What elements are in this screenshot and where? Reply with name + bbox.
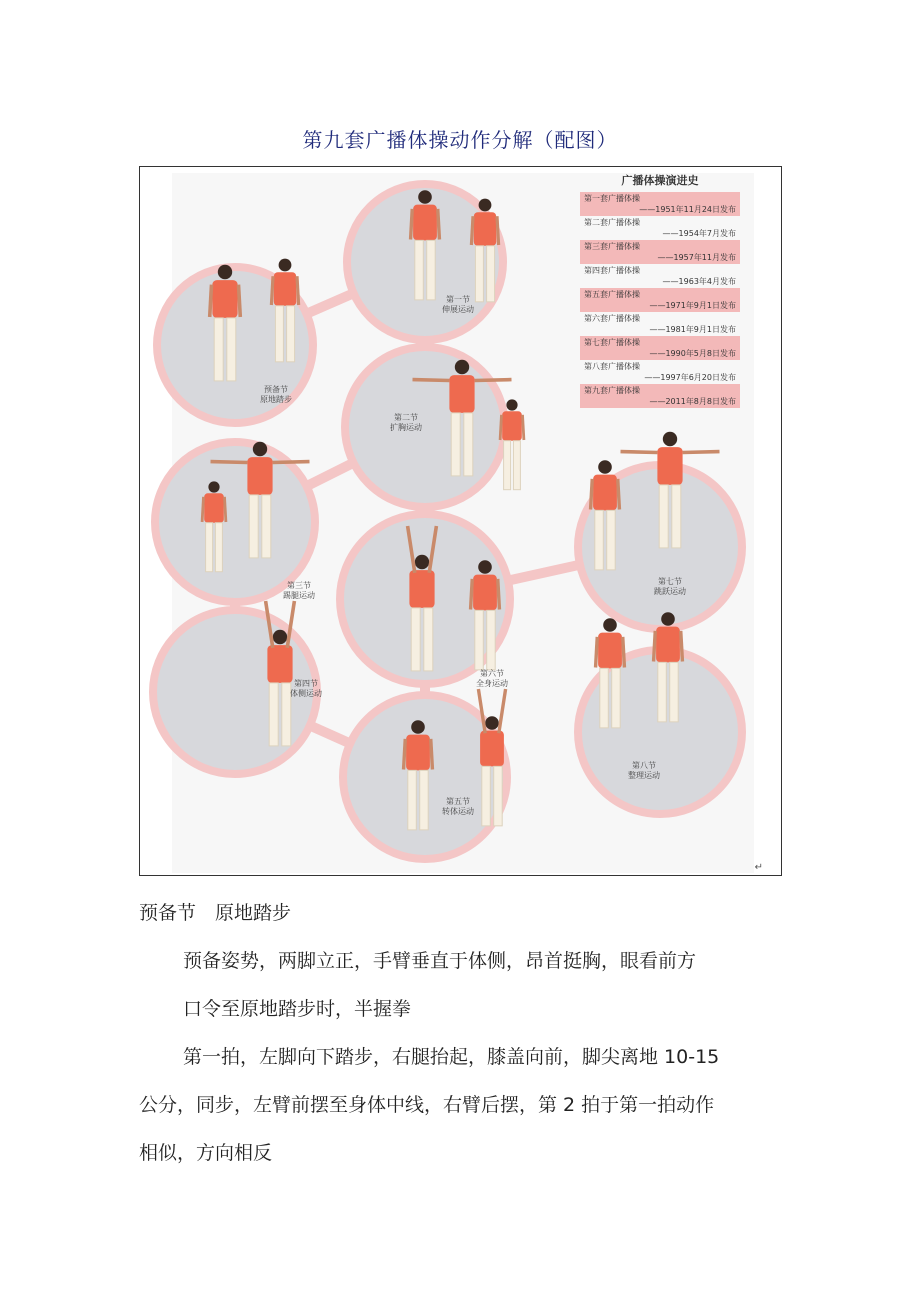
figure-head (415, 555, 429, 569)
history-list (580, 192, 740, 408)
history-item-name: 第五套广播体操 (584, 290, 640, 299)
figure-arm (475, 380, 512, 381)
figure-shirt (413, 205, 437, 241)
figure-leg (206, 523, 213, 572)
figure-head (208, 481, 219, 492)
section-label-5: 第五节 转体运动 (442, 797, 474, 816)
figure-arm (654, 631, 656, 662)
figure-head (506, 399, 517, 410)
figure-arm (431, 739, 433, 770)
figure-leg (504, 441, 511, 490)
figure-shirt (656, 627, 680, 663)
figure-leg (482, 766, 491, 826)
figure-arm (471, 579, 473, 610)
paragraph-3-line: 公分，同步，左臂前摆至身体中线，右臂后摆，第 2 拍于第一拍动作 (139, 1094, 715, 1116)
history-item (580, 312, 740, 336)
paragraph-3-line: 相似，方向相反 (139, 1142, 273, 1164)
figure-leg (672, 485, 681, 548)
paragraph-2: 口令至原地踏步时，半握拳 (183, 998, 412, 1020)
figure-arm (202, 497, 203, 522)
figure-leg (607, 510, 616, 569)
section-label-7: 第七节 跳跃运动 (654, 577, 686, 596)
paragraph-3-line: 第一拍，左脚向下踏步，右腿抬起，膝盖向前，脚尖离地 10-15 (183, 1046, 720, 1068)
figure-arm (596, 637, 598, 668)
figure-head (218, 265, 232, 279)
figure-shirt (449, 375, 474, 413)
figure-leg (659, 485, 668, 548)
figure-leg (227, 318, 236, 381)
figure-leg (249, 495, 258, 558)
figure-arm (438, 209, 440, 240)
history-item-date: ——1981年9月1日发布 (649, 325, 736, 334)
figure-leg (275, 306, 283, 362)
figure-leg (451, 413, 460, 476)
figure-leg (600, 668, 609, 728)
section-label-0: 预备节 原地踏步 (260, 385, 292, 404)
figure-arm (273, 462, 310, 463)
figure-leg (269, 683, 278, 746)
history-item-date: ——2011年8月8日发布 (649, 397, 736, 406)
figure-leg (287, 306, 295, 362)
section-label-4: 第四节 体侧运动 (290, 679, 322, 698)
figure-arm (618, 479, 620, 510)
figure-arm (621, 452, 658, 453)
figure-head (603, 618, 617, 632)
figure-leg (475, 246, 483, 302)
paragraph-3 (139, 1042, 789, 1186)
figure-shirt (502, 411, 522, 440)
figure-leg (658, 662, 667, 722)
figure-leg (487, 246, 495, 302)
history-item-date: ——1997年6月20日发布 (644, 373, 736, 382)
figure-shirt (409, 570, 434, 608)
history-item-date: ——1971年9月1日发布 (649, 301, 736, 310)
figure-leg (424, 608, 433, 671)
figure-leg (408, 770, 417, 830)
figure-arm (498, 579, 500, 610)
section-circle (155, 442, 315, 602)
section-label-1: 第一节 伸展运动 (442, 295, 474, 314)
figure-arm (413, 380, 450, 381)
history-item-name: 第二套广播体操 (584, 218, 640, 227)
figure-arm (411, 209, 413, 240)
history-item-date: ——1990年5月8日发布 (649, 349, 736, 358)
figure-head (478, 560, 492, 574)
section-label-3: 第三节 踢腿运动 (283, 581, 315, 600)
section-heading: 预备节 原地踏步 (139, 902, 292, 924)
history-item (580, 288, 740, 312)
section-label-2: 第二节 扩胸运动 (390, 413, 422, 432)
figure-shirt (657, 447, 682, 485)
exercise-figure (139, 166, 782, 876)
section-label-8: 第八节 整理运动 (628, 761, 660, 780)
figure-shirt (598, 633, 622, 669)
figure-arm (623, 637, 625, 668)
history-item-date: ——1951年11月24日发布 (639, 205, 736, 214)
figure-leg (262, 495, 271, 558)
history-item-name: 第九套广播体操 (584, 386, 640, 395)
history-item-name: 第六套广播体操 (584, 314, 640, 323)
history-item (580, 384, 740, 408)
figure-arm (225, 497, 226, 522)
history-item-date: ——1963年4月发布 (662, 277, 736, 286)
figure-leg (215, 523, 222, 572)
figure-head (661, 612, 675, 626)
figure-arm (210, 285, 212, 317)
figure-arm (500, 415, 501, 440)
figure-leg (475, 610, 484, 670)
figure-arm (681, 631, 683, 662)
figure-shirt (212, 280, 237, 318)
history-item-name: 第四套广播体操 (584, 266, 640, 275)
history-item (580, 336, 740, 360)
history-item (580, 360, 740, 384)
history-panel (580, 175, 740, 408)
figure-leg (612, 668, 621, 728)
figure-shirt (247, 457, 272, 495)
history-item (580, 240, 740, 264)
paragraph-1: 预备姿势，两脚立正，手臂垂直于体侧，昂首挺胸，眼看前方 (183, 950, 697, 972)
history-item (580, 216, 740, 240)
figure-arm (404, 739, 406, 770)
figure-leg (513, 441, 520, 490)
figure-leg (494, 766, 503, 826)
figure-shirt (593, 475, 617, 511)
figure-head (273, 630, 287, 644)
figure-leg (214, 318, 223, 381)
figure-leg (464, 413, 473, 476)
history-item (580, 192, 740, 216)
figure-arm (211, 462, 248, 463)
figure-leg (420, 770, 429, 830)
figure-arm (683, 452, 720, 453)
history-item-date: ——1954年7月发布 (662, 229, 736, 238)
section-circle (345, 347, 505, 507)
history-item-name: 第七套广播体操 (584, 338, 640, 347)
history-item (580, 264, 740, 288)
figure-head (253, 442, 267, 456)
figure-head (663, 432, 677, 446)
figure-shirt (480, 731, 504, 767)
figure-head (485, 716, 499, 730)
figure-shirt (406, 735, 430, 771)
paragraph-mark-icon: ↵ (754, 862, 763, 873)
figure-arm (271, 276, 273, 305)
figure-arm (471, 216, 473, 245)
figure-arm (591, 479, 593, 510)
figure-leg (670, 662, 679, 722)
figure-shirt (204, 493, 224, 522)
figure-head (411, 720, 425, 734)
figure-shirt (274, 272, 296, 306)
history-item-date: ——1957年11月发布 (657, 253, 736, 262)
page-title: 第九套广播体操动作分解（配图） (302, 128, 618, 152)
figure-head (455, 360, 469, 374)
figure-leg (411, 608, 420, 671)
figure-arm (497, 216, 499, 245)
figure-shirt (474, 212, 496, 246)
figure-leg (595, 510, 604, 569)
figure-leg (427, 240, 436, 300)
history-item-name: 第三套广播体操 (584, 242, 640, 251)
section-label-6: 第六节 全身运动 (476, 669, 508, 688)
figure-head (479, 199, 492, 212)
history-item-name: 第一套广播体操 (584, 194, 640, 203)
figure-head (418, 190, 432, 204)
history-item-name: 第八套广播体操 (584, 362, 640, 371)
figure-head (598, 460, 612, 474)
figure-shirt (267, 645, 292, 683)
figure-shirt (473, 575, 497, 611)
figure-head (279, 259, 292, 272)
figure-arm (239, 285, 241, 317)
history-title: 广播体操演进史 (621, 174, 699, 187)
figure-arm (297, 276, 299, 305)
figure-leg (415, 240, 424, 300)
figure-leg (487, 610, 496, 670)
figure-arm (523, 415, 524, 440)
